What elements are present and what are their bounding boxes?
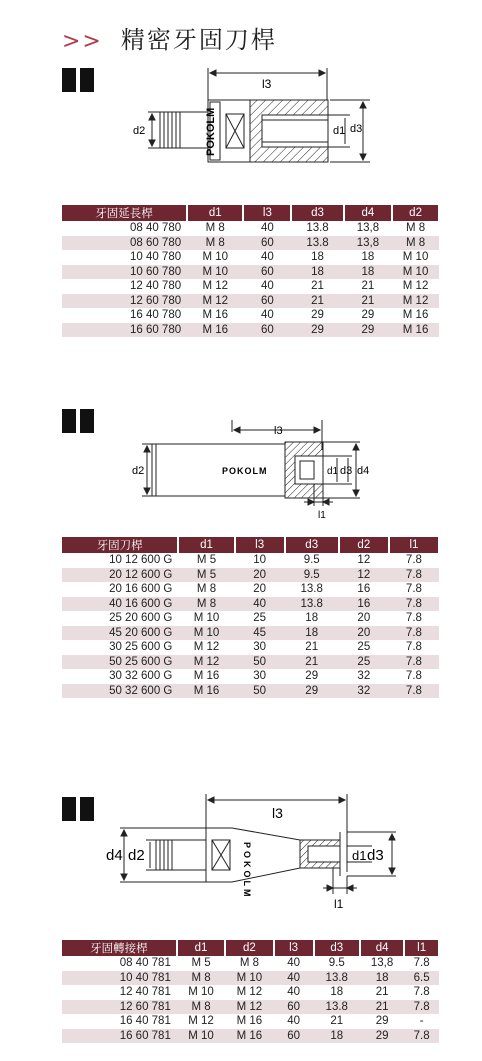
table-cell: 6.5	[404, 971, 439, 986]
table-cell: 18	[285, 626, 339, 641]
table-row	[62, 279, 439, 294]
table-cell: M 12	[225, 1000, 273, 1015]
column-header: d2	[225, 940, 273, 956]
part-number-cell: 30 25 600 G	[109, 641, 173, 654]
column-header: d1	[178, 537, 234, 553]
table-row	[62, 308, 439, 323]
part-number-cell: 10 40 780	[129, 251, 182, 264]
table-cell: 13.8	[300, 583, 323, 596]
label-l3: l3	[262, 77, 272, 91]
table-cell: M 12	[202, 280, 229, 293]
table-cell: 18	[311, 251, 324, 264]
table-cell: M 16	[402, 309, 429, 322]
table-cell: M 5	[196, 554, 217, 567]
table-cell: 7.8	[405, 612, 422, 625]
table-cell: M 16	[202, 309, 229, 322]
table-cell: 18	[360, 971, 404, 986]
table-cell: 7.8	[389, 626, 439, 641]
label-d3: d3	[367, 847, 384, 864]
table-cell: M 5	[178, 568, 234, 583]
column-header: d1	[177, 940, 225, 956]
table-row	[62, 582, 439, 597]
table-cell: 29	[311, 309, 324, 322]
table-cell: 16	[339, 597, 389, 612]
table-cell: 7.8	[389, 655, 439, 670]
table-cell: 60	[243, 294, 291, 309]
part-number-cell: 08 40 780	[129, 222, 182, 235]
table-cell: 9.5	[285, 568, 339, 583]
part-number-cell: 50 25 600 G	[62, 655, 178, 670]
table-cell: 40	[287, 1015, 300, 1028]
label-d2: d2	[132, 465, 145, 477]
label-d2: d2	[128, 847, 145, 864]
table-cell: 40	[260, 280, 274, 293]
column-header: d1	[187, 205, 243, 221]
table-cell: 10	[253, 554, 267, 567]
table-cell: 18	[305, 612, 319, 625]
part-number-cell: 20 12 600 G	[62, 568, 178, 583]
label-d3: d3	[340, 465, 353, 477]
table-cell: 29	[344, 323, 393, 338]
table-row	[62, 568, 439, 583]
table-cell: 29	[361, 309, 375, 322]
part-number-cell: 25 20 600 G	[109, 612, 173, 625]
table-cell: 13,8	[344, 236, 393, 251]
table-cell: 7.8	[405, 641, 422, 654]
table-row	[62, 1014, 439, 1029]
table-row	[62, 626, 439, 641]
table-cell: M 8	[196, 583, 217, 596]
table-cell: 21	[361, 280, 375, 293]
table-cell: 7.8	[405, 670, 422, 683]
column-header: d4	[360, 940, 404, 956]
table-cell: M 16	[178, 684, 234, 699]
table-cell: 21	[291, 294, 343, 309]
column-header: l3	[235, 537, 285, 553]
part-number-cell: 16 60 780	[62, 323, 187, 338]
table-cell: 30	[253, 641, 267, 654]
table-row	[62, 956, 439, 971]
extension-holder-table	[62, 205, 440, 337]
table-cell: 20	[235, 568, 285, 583]
table-cell: 18	[330, 986, 344, 999]
table-cell: 20	[253, 583, 267, 596]
table-cell: 21	[344, 294, 393, 309]
table-row	[62, 611, 439, 626]
table-cell: M 10	[187, 265, 243, 280]
column-header: d2	[339, 537, 389, 553]
table-cell: 21	[330, 1015, 344, 1028]
part-number-cell: 10 12 600 G	[109, 554, 173, 567]
table-row	[62, 597, 439, 612]
table-row	[62, 985, 439, 1000]
table-cell: M 12	[193, 641, 220, 654]
table-row	[62, 669, 439, 684]
label-d4: d4	[357, 465, 370, 477]
table-cell: M 8	[178, 597, 234, 612]
part-number-cell: 12 40 780	[129, 280, 182, 293]
table-cell: 20	[357, 612, 371, 625]
label-d3: d3	[350, 123, 363, 135]
table-cell: M 10	[193, 612, 220, 625]
table-cell: 50	[235, 655, 285, 670]
table-row	[62, 1000, 439, 1015]
table-cell: 7.8	[389, 597, 439, 612]
table-cell: 20	[339, 626, 389, 641]
column-header: d2	[392, 205, 439, 221]
table-cell: 13.8	[314, 971, 360, 986]
table-cell: 29	[291, 323, 343, 338]
adapter-holder-table	[62, 940, 440, 1043]
column-header: 牙固刀桿	[62, 537, 178, 553]
table-row	[62, 236, 439, 251]
table-cell: 18	[344, 265, 393, 280]
table-cell: -	[419, 1015, 424, 1028]
holder-diagram	[0, 410, 482, 540]
table-row	[62, 265, 439, 280]
table-cell: 7.8	[413, 957, 430, 970]
table-cell: 29	[305, 670, 319, 683]
page-title: 精密牙固刀桿	[120, 27, 277, 54]
table-cell: M 12	[188, 1015, 214, 1028]
part-number-cell: 16 60 781	[62, 1029, 177, 1044]
table-cell: 21	[285, 655, 339, 670]
label-d2: d2	[133, 125, 146, 137]
table-cell: 60	[243, 236, 291, 251]
table-row	[62, 250, 439, 265]
table-cell: M 16	[392, 323, 439, 338]
table-cell: 13,8	[356, 222, 380, 235]
holder-table	[62, 537, 440, 698]
label-l3: l3	[274, 425, 283, 437]
page-title-row	[62, 20, 277, 55]
table-cell: 13,8	[370, 957, 394, 970]
table-cell: M 16	[225, 1029, 273, 1044]
part-number-cell: 50 32 600 G	[62, 684, 178, 699]
table-row	[62, 553, 439, 568]
table-cell: M 12	[236, 986, 263, 999]
part-number-cell: 30 32 600 G	[109, 670, 173, 683]
table-cell: 18	[314, 1029, 360, 1044]
adapter-holder-diagram	[0, 790, 482, 920]
part-number-cell: 40 16 600 G	[62, 597, 178, 612]
table-row	[62, 684, 439, 699]
label-l1: l1	[334, 897, 344, 911]
table-cell: 16	[357, 583, 371, 596]
column-header: l1	[389, 537, 439, 553]
table-cell: 13.8	[314, 1000, 360, 1015]
double-chevron-icon: >>	[62, 29, 103, 54]
part-number-cell: 08 40 781	[119, 957, 171, 970]
table-row	[62, 971, 439, 986]
label-l3: l3	[272, 805, 283, 821]
table-cell: 18	[291, 265, 343, 280]
table-cell: 13.8	[285, 597, 339, 612]
table-cell: 40	[287, 986, 300, 999]
table-row	[62, 323, 439, 338]
table-cell: 40	[287, 957, 300, 970]
table-cell: 12	[339, 568, 389, 583]
part-number-cell: 16 40 780	[129, 309, 182, 322]
table-cell: 7.8	[404, 1029, 439, 1044]
table-cell: 40	[260, 251, 274, 264]
part-number-cell: 12 60 781	[62, 1000, 177, 1015]
table-cell: 25	[253, 612, 267, 625]
table-cell: M 10	[178, 626, 234, 641]
table-cell: 32	[339, 684, 389, 699]
table-cell: M 16	[193, 670, 220, 683]
table-cell: M 10	[402, 251, 429, 264]
table-row	[62, 294, 439, 309]
logo-text: POKOLM	[205, 107, 217, 156]
column-header: 牙固轉接桿	[62, 940, 177, 956]
table-cell: M 10	[202, 251, 229, 264]
table-cell: 40	[260, 222, 274, 235]
table-cell: M 16	[187, 323, 243, 338]
table-row	[62, 1029, 439, 1044]
table-cell: 12	[357, 554, 371, 567]
label-d1: d1	[352, 848, 367, 863]
table-cell: 29	[285, 684, 339, 699]
part-number-cell: 12 40 781	[119, 986, 171, 999]
table-cell: 13.8	[291, 236, 343, 251]
table-cell: M 16	[236, 1015, 263, 1028]
column-header: l1	[404, 940, 439, 956]
table-row	[62, 640, 439, 655]
table-cell: 7.8	[413, 986, 430, 999]
part-number-cell: 08 60 780	[62, 236, 187, 251]
table-cell: 13.8	[306, 222, 329, 235]
column-header: d3	[291, 205, 343, 221]
column-header: d4	[344, 205, 393, 221]
table-cell: M 10	[225, 971, 273, 986]
table-row	[62, 655, 439, 670]
label-l1: l1	[318, 510, 326, 521]
table-cell: 9.5	[303, 554, 320, 567]
column-header: l3	[243, 205, 291, 221]
table-cell: M 8	[205, 222, 225, 235]
table-cell: 25	[339, 655, 389, 670]
part-number-cell: 16 40 781	[119, 1015, 171, 1028]
table-cell: M 8	[239, 957, 259, 970]
column-header: d3	[314, 940, 360, 956]
table-cell: 7.8	[389, 568, 439, 583]
table-cell: M 8	[405, 222, 426, 235]
logo-text: POKOLM	[222, 466, 268, 476]
table-cell: 30	[253, 670, 267, 683]
logo-text: POKOLM	[242, 842, 252, 900]
table-cell: 7.8	[389, 684, 439, 699]
table-cell: M 10	[188, 986, 214, 999]
table-cell: 21	[375, 986, 389, 999]
label-d1: d1	[327, 466, 339, 477]
part-number-cell: 10 40 781	[62, 971, 177, 986]
part-number-cell: 45 20 600 G	[62, 626, 178, 641]
table-cell: M 5	[191, 957, 211, 970]
table-cell: 18	[361, 251, 375, 264]
table-cell: 21	[360, 1000, 404, 1015]
table-cell: 40	[260, 309, 274, 322]
table-cell: M 12	[178, 655, 234, 670]
label-d1: d1	[333, 125, 346, 137]
column-header: l3	[274, 940, 314, 956]
table-cell: M 10	[392, 265, 439, 280]
table-cell: 60	[274, 1000, 314, 1015]
table-cell: 60	[274, 1029, 314, 1044]
table-cell: 7.8	[405, 583, 422, 596]
table-cell: 21	[311, 280, 324, 293]
column-header: d3	[285, 537, 339, 553]
table-cell: M 8	[187, 236, 243, 251]
part-number-cell: 10 60 780	[62, 265, 187, 280]
table-cell: 50	[235, 684, 285, 699]
table-cell: 60	[243, 265, 291, 280]
part-number-cell: 12 60 780	[62, 294, 187, 309]
table-cell: 32	[357, 670, 371, 683]
table-cell: M 12	[187, 294, 243, 309]
table-cell: M 8	[177, 1000, 225, 1015]
table-cell: M 12	[392, 294, 439, 309]
table-cell: 45	[235, 626, 285, 641]
label-d4: d4	[106, 847, 123, 864]
table-cell: 7.8	[405, 554, 422, 567]
table-row	[62, 221, 439, 236]
table-cell: 7.8	[404, 1000, 439, 1015]
table-cell: M 8	[177, 971, 225, 986]
table-cell: 25	[357, 641, 371, 654]
table-cell: 60	[243, 323, 291, 338]
part-number-cell: 20 16 600 G	[109, 583, 173, 596]
table-cell: M 8	[392, 236, 439, 251]
column-header: 牙固延長桿	[62, 205, 187, 221]
table-cell: 40	[274, 971, 314, 986]
table-cell: 40	[235, 597, 285, 612]
table-cell: M 10	[177, 1029, 225, 1044]
table-cell: M 12	[402, 280, 429, 293]
table-cell: 29	[360, 1029, 404, 1044]
table-cell: 21	[305, 641, 319, 654]
table-cell: 9.5	[328, 957, 345, 970]
table-cell: 29	[375, 1015, 389, 1028]
